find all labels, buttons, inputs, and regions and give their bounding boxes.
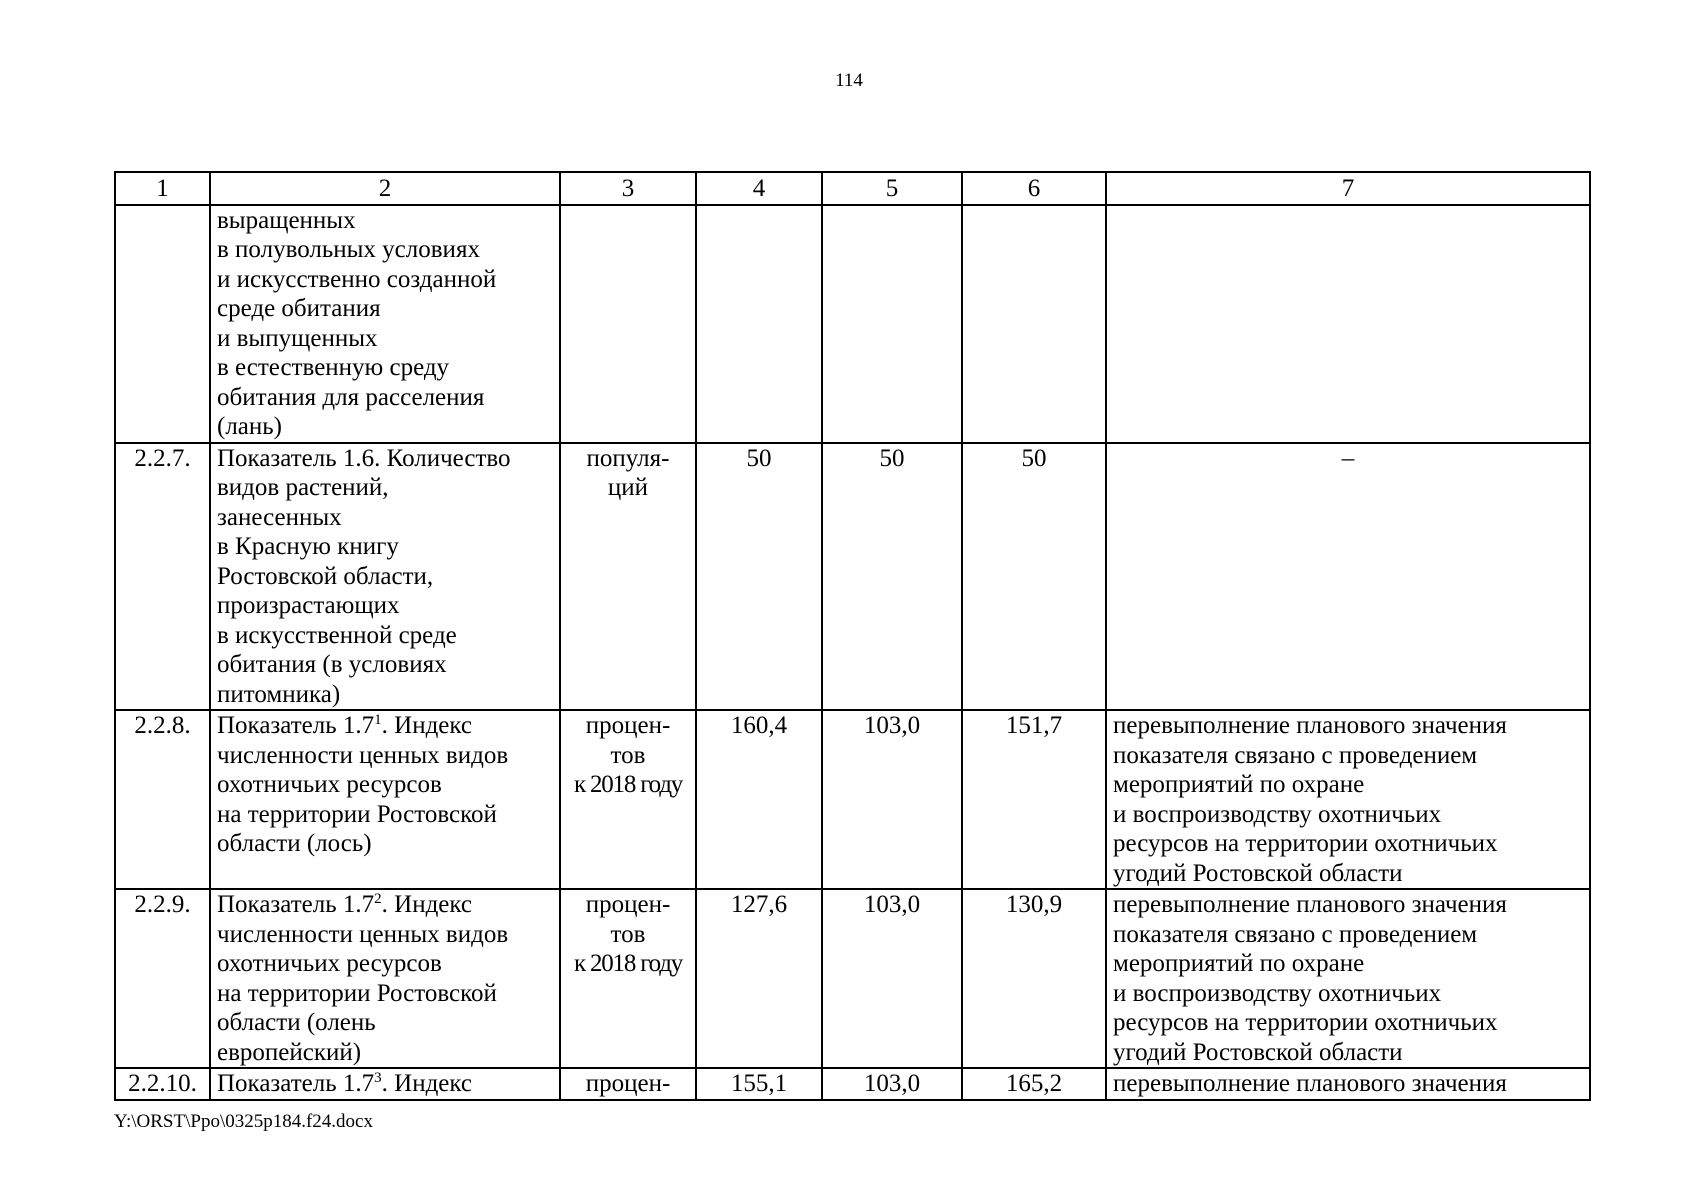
value-cell-c6: [962, 710, 1106, 889]
indicator-name-cell: [210, 443, 560, 711]
indicator-name-cell: [210, 710, 560, 889]
note-cell: [1106, 1068, 1590, 1100]
value-cell-c5: [822, 443, 962, 711]
indicator-name-text: Показатель 1.7: [217, 1070, 375, 1097]
indicator-name-text: в Красную книгу: [217, 533, 399, 560]
note-line: угодий Ростовской области: [1113, 1038, 1403, 1066]
indicator-name-line: [217, 829, 553, 859]
indicator-name-line: [217, 979, 553, 1009]
indicator-name-line: [217, 949, 553, 979]
indicator-name-line: [217, 1038, 553, 1068]
page-number: 114: [835, 70, 863, 91]
value-cell-c4: [696, 889, 822, 1068]
unit-line: ций: [607, 474, 649, 501]
indicator-name-cell: [210, 889, 560, 1068]
indicator-name-text: произрастающих: [217, 592, 400, 619]
indicator-name-line: [217, 741, 553, 771]
indicator-name-text: в естественную среду: [217, 354, 450, 381]
unit-line: тов: [610, 741, 646, 769]
column-header: 5: [822, 172, 962, 205]
indicator-name-text: на территории Ростовской: [217, 800, 497, 828]
indicator-name-text: области (олень: [217, 1009, 376, 1036]
indicator-name-line: [217, 532, 553, 562]
row-number: 2.2.8.: [134, 712, 191, 739]
column-header-row: [115, 172, 1590, 205]
indicator-name-text: . Индекс: [381, 712, 473, 739]
indicator-name-line: [217, 650, 553, 680]
note-cell: [1106, 205, 1590, 443]
indicator-name-text: и искусственно созданной: [217, 265, 497, 293]
indicator-name-line: [217, 353, 553, 383]
value: 50: [1021, 444, 1047, 472]
value: 103,0: [863, 1070, 921, 1097]
row-number: 2.2.9.: [134, 891, 191, 918]
note-line: перевыполнение планового значения: [1113, 891, 1507, 918]
indicator-name-line: [217, 206, 553, 236]
value: 103,0: [863, 712, 921, 739]
column-header: 6: [962, 172, 1106, 205]
indicator-name-text: Ростовской области,: [217, 562, 434, 590]
value-cell-c5: [822, 1068, 962, 1100]
indicator-name-line: [217, 1008, 553, 1038]
unit-line: процен-: [585, 1070, 671, 1097]
value: 127,6: [730, 891, 788, 918]
indicator-name-text: в полувольных условиях: [217, 236, 480, 263]
table-row: [115, 710, 1590, 889]
note-line: перевыполнение планового значения: [1113, 712, 1507, 739]
indicator-name-text: питомника): [217, 680, 341, 708]
indicator-name-text: обитания (в условиях: [217, 651, 447, 678]
indicator-name-text: . Индекс: [381, 1070, 473, 1097]
column-header: 1: [115, 172, 210, 205]
value-cell-c4: [696, 443, 822, 711]
column-header: 3: [560, 172, 696, 205]
indicator-name-text: и выпущенных: [217, 324, 378, 352]
indicator-name-text: Показатель 1.6. Количество: [217, 444, 511, 472]
value: 103,0: [863, 891, 921, 918]
indicator-name-line: [217, 920, 553, 950]
indicator-name-text: охотничьих ресурсов: [217, 771, 442, 798]
indicator-name-cell: [210, 1068, 560, 1100]
value: 50: [746, 444, 772, 472]
indicator-name-text: среде обитания: [217, 295, 381, 322]
note-line: –: [1341, 444, 1355, 472]
indicator-name-text: численности ценных видов: [217, 920, 509, 948]
note-line: и воспроизводству охотничьих: [1113, 800, 1442, 828]
note-line: показателя связано с проведением: [1113, 920, 1478, 948]
unit-cell: [560, 710, 696, 889]
indicator-name-line: [217, 680, 553, 710]
value-cell-c6: [962, 205, 1106, 443]
row-number-cell: [115, 205, 210, 443]
value: 160,4: [730, 712, 788, 739]
value-cell-c6: [962, 889, 1106, 1068]
value-cell-c5: [822, 205, 962, 443]
indicator-name-line: [217, 412, 553, 442]
indicator-name-text: европейский): [217, 1038, 362, 1066]
unit-line: к 2018 году: [573, 771, 683, 798]
unit-line: к 2018 году: [573, 950, 683, 977]
unit-cell: [560, 443, 696, 711]
indicator-name-line: [217, 235, 553, 265]
table-row: [115, 889, 1590, 1068]
indicator-name-line: [217, 1069, 553, 1099]
indicator-name-text: обитания для расселения: [217, 383, 485, 411]
indicator-name-text: (лань): [217, 413, 283, 440]
indicator-name-line: [217, 890, 553, 920]
indicator-name-line: [217, 800, 553, 830]
note-cell: [1106, 443, 1590, 711]
superscript: 2: [374, 891, 382, 907]
table-row: [115, 1068, 1590, 1100]
indicator-name-line: [217, 770, 553, 800]
indicator-name-line: [217, 444, 553, 474]
value: 165,2: [1005, 1070, 1063, 1097]
row-number-cell: [115, 443, 210, 711]
indicator-name-text: видов растений,: [217, 474, 389, 501]
table-body: [115, 172, 1590, 1100]
unit-line: тов: [610, 920, 646, 948]
indicator-name-text: выращенных: [217, 206, 356, 234]
note-cell: [1106, 710, 1590, 889]
row-number: 2.2.10.: [128, 1070, 197, 1097]
unit-cell: [560, 1068, 696, 1100]
note-line: ресурсов на территории охотничьих: [1113, 830, 1498, 857]
superscript: 3: [374, 1070, 382, 1086]
indicator-table: [114, 171, 1591, 1101]
indicator-name-text: области (лось): [217, 830, 372, 857]
row-number-cell: [115, 710, 210, 889]
value: 151,7: [1005, 712, 1063, 739]
note-line: угодий Ростовской области: [1113, 859, 1403, 887]
row-number: 2.2.7.: [134, 444, 191, 472]
column-header: 2: [210, 172, 560, 205]
note-line: мероприятий по охране: [1113, 950, 1365, 977]
indicator-name-text: на территории Ростовской: [217, 979, 497, 1007]
indicator-name-line: [217, 473, 553, 503]
value: 50: [879, 444, 905, 472]
indicator-name-line: [217, 383, 553, 413]
note-cell: [1106, 889, 1590, 1068]
note-line: перевыполнение планового значения: [1113, 1070, 1507, 1097]
file-path-footer: Y:\ORST\Ppo\0325p184.f24.docx: [114, 1111, 373, 1132]
indicator-name-text: охотничьих ресурсов: [217, 950, 442, 977]
column-header: 4: [696, 172, 822, 205]
indicator-name-text: занесенных: [217, 503, 342, 531]
note-line: и воспроизводству охотничьих: [1113, 979, 1442, 1007]
indicator-name-line: [217, 265, 553, 295]
unit-cell: [560, 889, 696, 1068]
indicator-name-text: Показатель 1.7: [217, 891, 375, 918]
table-row: [115, 205, 1590, 443]
superscript: 1: [374, 712, 382, 728]
indicator-name-line: [217, 591, 553, 621]
row-number-cell: [115, 889, 210, 1068]
indicator-name-text: Показатель 1.7: [217, 712, 375, 739]
unit-line: популя-: [586, 444, 670, 472]
indicator-name-line: [217, 503, 553, 533]
row-number-cell: [115, 1068, 210, 1100]
table-row: [115, 443, 1590, 711]
value-cell-c6: [962, 1068, 1106, 1100]
value-cell-c5: [822, 710, 962, 889]
value-cell-c4: [696, 710, 822, 889]
indicator-name-line: [217, 711, 553, 741]
note-line: показателя связано с проведением: [1113, 741, 1478, 769]
indicator-name-line: [217, 562, 553, 592]
note-line: ресурсов на территории охотничьих: [1113, 1009, 1498, 1036]
column-header: 7: [1106, 172, 1590, 205]
value: 155,1: [730, 1070, 788, 1097]
indicator-name-line: [217, 621, 553, 651]
unit-line: процен-: [585, 891, 671, 918]
indicator-name-line: [217, 294, 553, 324]
value: 130,9: [1005, 891, 1063, 918]
indicator-name-text: в искусственной среде: [217, 621, 457, 649]
note-line: мероприятий по охране: [1113, 771, 1365, 798]
value-cell-c4: [696, 1068, 822, 1100]
indicator-name-text: численности ценных видов: [217, 741, 509, 769]
value-cell-c5: [822, 889, 962, 1068]
unit-cell: [560, 205, 696, 443]
unit-line: процен-: [585, 712, 671, 739]
value-cell-c6: [962, 443, 1106, 711]
indicator-name-cell: [210, 205, 560, 443]
value-cell-c4: [696, 205, 822, 443]
indicator-name-text: . Индекс: [381, 891, 473, 918]
indicator-name-line: [217, 324, 553, 354]
